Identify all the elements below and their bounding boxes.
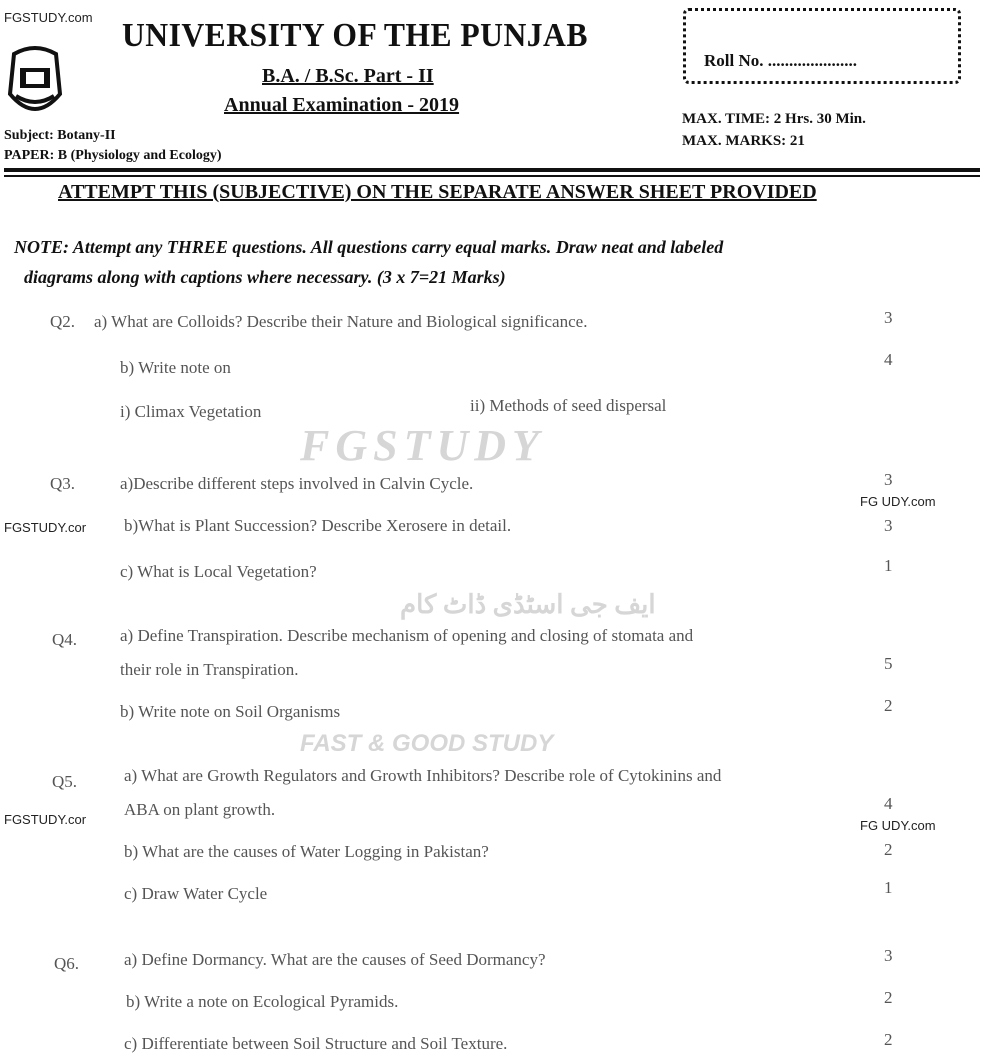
q2-b: b) Write note on bbox=[120, 358, 231, 377]
q6-c: c) Differentiate between Soil Structure and Soil Texture. bbox=[124, 1034, 508, 1053]
q3-b: b)What is Plant Succession? Describe Xerosere in detail. bbox=[124, 516, 512, 535]
q5-c: c) Draw Water Cycle bbox=[124, 884, 268, 903]
divider bbox=[4, 175, 980, 177]
watermark-tagline: FAST & GOOD STUDY bbox=[300, 730, 554, 757]
q2-label: Q2. bbox=[50, 312, 76, 331]
paper: PAPER: B (Physiology and Ecology) bbox=[4, 148, 222, 163]
q6-a-marks: 3 bbox=[884, 946, 893, 965]
watermark-site-left-2: FGSTUDY.cor bbox=[4, 812, 87, 827]
roll-no-box bbox=[683, 8, 961, 84]
subject: Subject: Botany-II bbox=[4, 128, 116, 143]
q4-b-marks: 2 bbox=[884, 696, 893, 715]
note-line-1: NOTE: Attempt any THREE questions. All questions carry equal marks. Draw neat and labeled bbox=[14, 237, 724, 257]
q5-a: a) What are Growth Regulators and Growth Inhibitors? Describe role of Cytokinins and bbox=[124, 766, 722, 785]
max-marks: MAX. MARKS: 21 bbox=[682, 133, 805, 149]
q5-label: Q5. bbox=[52, 772, 78, 791]
q5-a-cont: ABA on plant growth. bbox=[124, 800, 276, 819]
q3-c-marks: 1 bbox=[884, 556, 893, 575]
q4-a-marks: 5 bbox=[884, 654, 893, 673]
q5-b-marks: 2 bbox=[884, 840, 893, 859]
watermark-fgstudy: FGSTUDY bbox=[300, 421, 545, 470]
q6-label: Q6. bbox=[54, 954, 80, 973]
watermark-site: FGSTUDY.com bbox=[4, 10, 93, 25]
program: B.A. / B.Sc. Part - II bbox=[262, 65, 434, 87]
q6-b: b) Write a note on Ecological Pyramids. bbox=[126, 992, 399, 1011]
q4-a: a) Define Transpiration. Describe mechanism of opening and closing of stomata and bbox=[120, 626, 694, 645]
divider bbox=[4, 168, 980, 172]
q2-b-i: i) Climax Vegetation bbox=[120, 402, 262, 421]
q2-b-ii: ii) Methods of seed dispersal bbox=[470, 396, 667, 415]
q5-a-marks: 4 bbox=[884, 794, 893, 813]
q5-b: b) What are the causes of Water Logging in Pakistan? bbox=[124, 842, 489, 861]
note-line-2: diagrams along with captions where necessary. (3 x 7=21 Marks) bbox=[24, 267, 506, 287]
q4-a-cont: their role in Transpiration. bbox=[120, 660, 299, 679]
q5-c-marks: 1 bbox=[884, 878, 893, 897]
q2-a: a) What are Colloids? Describe their Nature and Biological significance. bbox=[94, 312, 588, 331]
roll-no: Roll No. ..................... bbox=[704, 51, 857, 70]
q4-label: Q4. bbox=[52, 630, 78, 649]
watermark-site-left: FGSTUDY.cor bbox=[4, 520, 87, 535]
exam-title: Annual Examination - 2019 bbox=[224, 94, 460, 116]
university-name: UNIVERSITY OF THE PUNJAB bbox=[122, 17, 588, 54]
q3-a-marks: 3 bbox=[884, 470, 893, 489]
max-time: MAX. TIME: 2 Hrs. 30 Min. bbox=[682, 111, 866, 127]
q3-c: c) What is Local Vegetation? bbox=[120, 562, 317, 581]
watermark-site-right: FG UDY.com bbox=[860, 494, 936, 509]
q6-a: a) Define Dormancy. What are the causes of Seed Dormancy? bbox=[124, 950, 546, 969]
q3-a: a)Describe different steps involved in Calvin Cycle. bbox=[120, 474, 474, 493]
q6-b-marks: 2 bbox=[884, 988, 893, 1007]
q2-b-marks: 4 bbox=[884, 350, 893, 369]
q2-a-marks: 3 bbox=[884, 308, 893, 327]
q3-label: Q3. bbox=[50, 474, 76, 493]
q6-c-marks: 2 bbox=[884, 1030, 893, 1049]
q4-b: b) Write note on Soil Organisms bbox=[120, 702, 341, 721]
instruction: ATTEMPT THIS (SUBJECTIVE) ON THE SEPARATE ANSWER SHEET PROVIDED bbox=[58, 181, 817, 203]
university-logo bbox=[6, 44, 64, 123]
q3-b-marks: 3 bbox=[884, 516, 893, 535]
watermark-site-right-2: FG UDY.com bbox=[860, 818, 936, 833]
watermark-urdu: ایف جی اسٹڈی ڈاٹ کام bbox=[400, 590, 656, 619]
